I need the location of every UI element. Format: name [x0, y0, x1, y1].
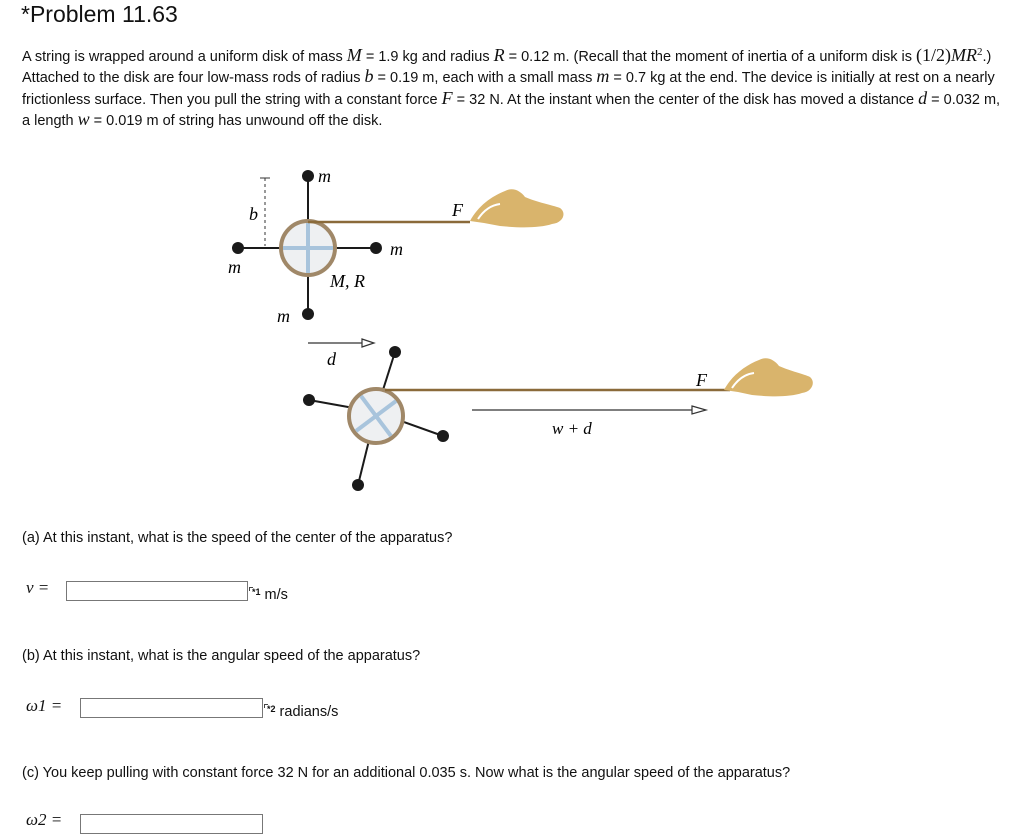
- var-v-label: v =: [26, 578, 50, 597]
- hand-icon: [470, 189, 563, 227]
- radius-symbol: R: [493, 44, 505, 65]
- ref-a: *1: [252, 587, 261, 597]
- mass-top: [302, 170, 314, 182]
- ref-b: *2: [267, 704, 276, 714]
- distance-symbol: d: [918, 87, 928, 108]
- apparatus-moved: [303, 346, 813, 491]
- label-b: b: [249, 204, 258, 224]
- unit-a: $^{*1}$ m/s: [252, 587, 288, 603]
- inertia-exponent: 2: [977, 46, 983, 58]
- hand-icon-2: [724, 358, 813, 396]
- label-F-bottom: F: [696, 370, 707, 390]
- mass-right: [370, 242, 382, 254]
- label-wd: w + d: [552, 419, 592, 438]
- displacement-arrow: [308, 339, 374, 369]
- inertia-symbol: MR: [951, 44, 978, 65]
- var-omega1-label: ω1 =: [26, 696, 63, 715]
- answer-v-input[interactable]: [66, 581, 248, 601]
- force-symbol: F: [441, 87, 453, 108]
- question-b-text: (b) At this instant, what is the angular speed of the apparatus?: [22, 648, 421, 664]
- answer-omega1-input[interactable]: [80, 698, 263, 718]
- label-d: d: [327, 349, 336, 369]
- question-a-text: (a) At this instant, what is the speed of the center of the apparatus?: [22, 530, 453, 546]
- label-m-right: m: [390, 239, 403, 259]
- mass-bottom: [302, 308, 314, 320]
- question-c-text: (c) You keep pulling with constant force 32 N for an additional 0.035 s. Now what is the angular speed of the apparatus?: [22, 765, 791, 781]
- mass-symbol: M: [346, 44, 362, 65]
- physics-diagram: [0, 160, 1024, 500]
- label-m-top: m: [318, 166, 331, 186]
- label-m-left: m: [228, 257, 241, 277]
- label-F-top: F: [452, 200, 463, 220]
- small-mass-symbol: m: [596, 66, 610, 87]
- answer-omega2-input[interactable]: [80, 814, 263, 834]
- mass-left: [232, 242, 244, 254]
- var-omega2-label: ω2 =: [26, 810, 63, 829]
- apparatus-initial: [228, 166, 563, 326]
- inertia-coefficient: (1/2): [916, 44, 952, 65]
- mass-c: [437, 430, 449, 442]
- problem-statement: A string is wrapped around a uniform disk of mass M = 1.9 kg and radius R = 0.12 m. (Recall that the moment of inertia of a uniform disk is $(1/2)MR^2$.) Attached to the disk are four low-mass rods of radius b = 0.19 m, each with a small mass m = 0.7 kg at the end. The device is initially at rest on a nearly frictionless surface. Then you pull the string with a constant force F = 32 N. At the instant when the center of the disk has moved a distance d = 0.032 m, a length w = 0.019 m of string has unwound off the disk.: [22, 44, 1001, 130]
- label-m-bottom: m: [277, 306, 290, 326]
- string-length-symbol: w: [77, 109, 90, 130]
- mass-b: [303, 394, 315, 406]
- mass-d: [352, 479, 364, 491]
- wd-arrow-head: [692, 406, 706, 414]
- mass-a: [389, 346, 401, 358]
- problem-title: *Problem 11.63: [21, 1, 178, 27]
- rod-radius-symbol: b: [364, 66, 374, 87]
- label-MR: M, R: [330, 271, 365, 291]
- unit-b: $^{*2}$ radians/s: [267, 704, 339, 720]
